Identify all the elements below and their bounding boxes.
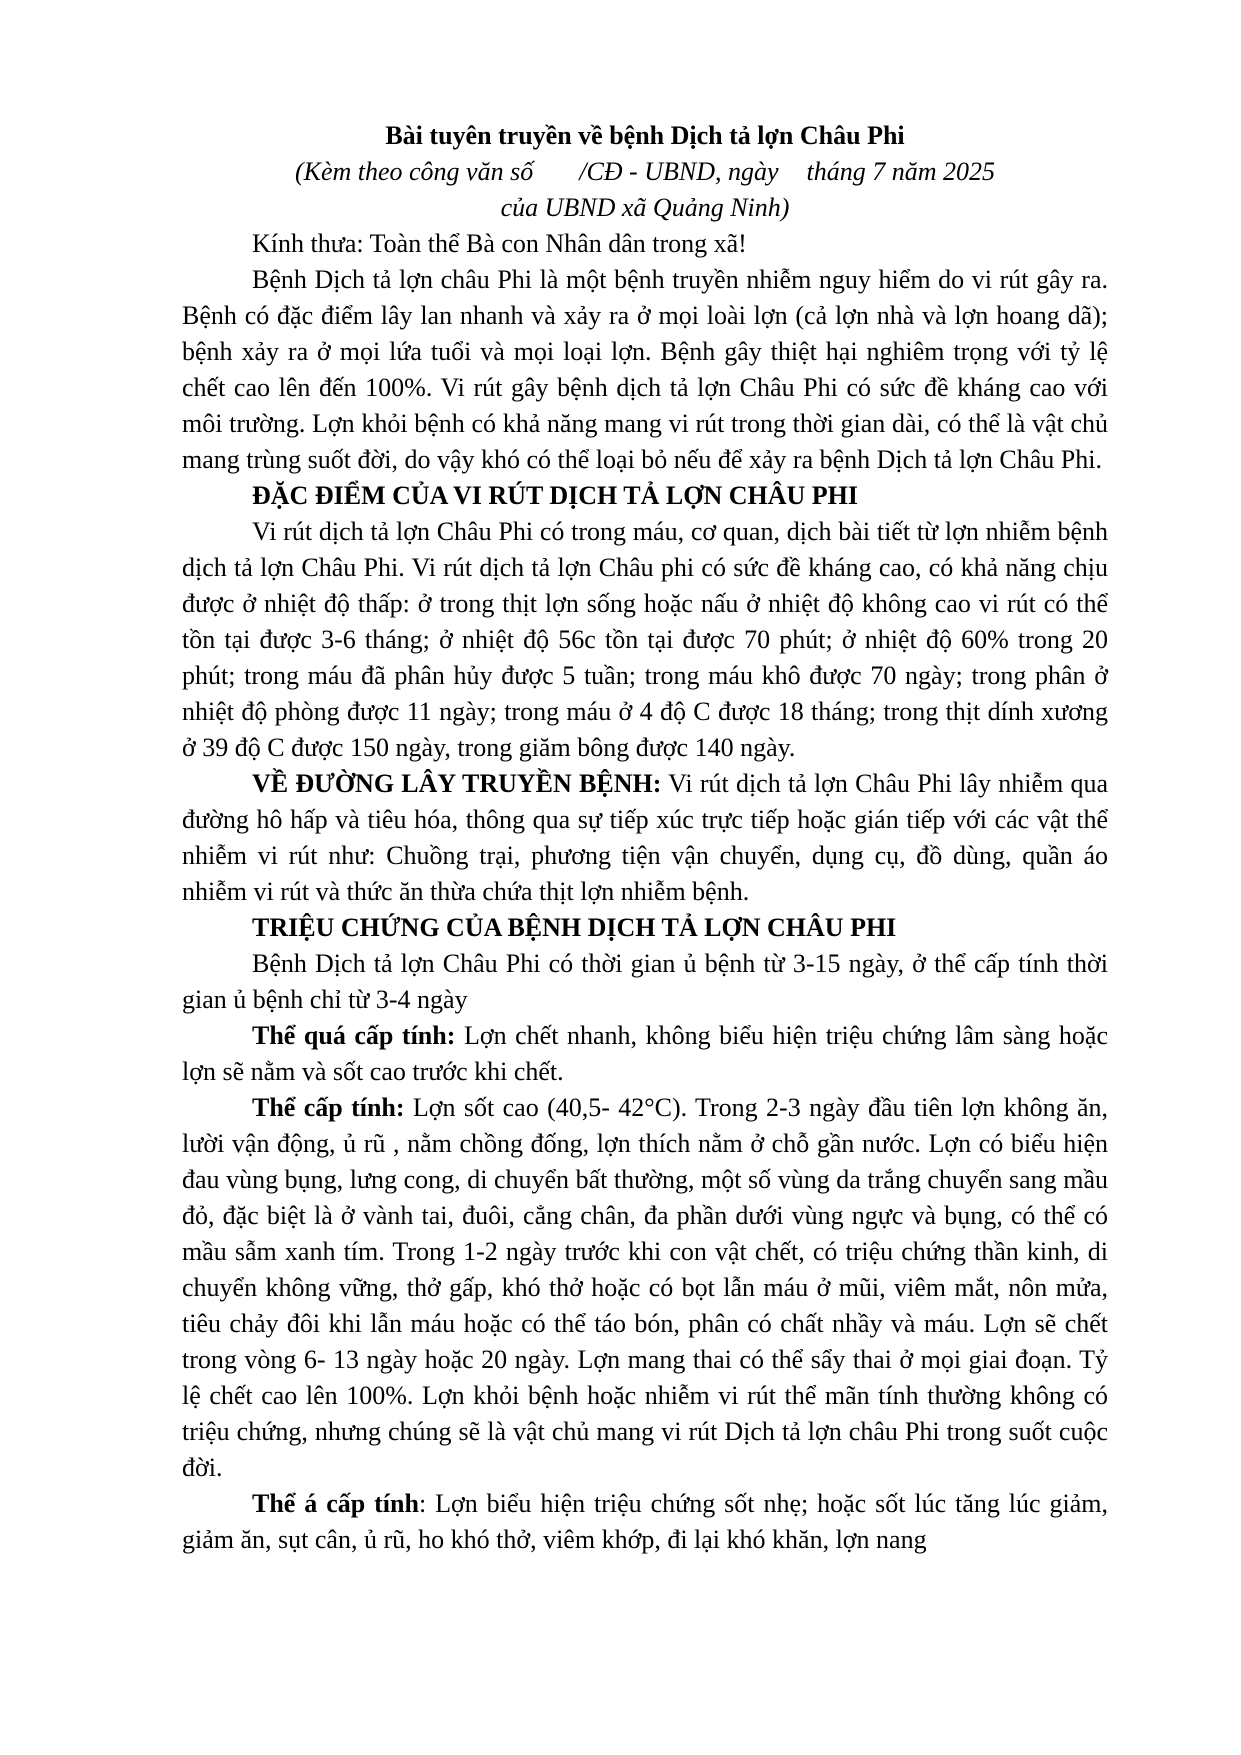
transmission-text: Vi rút dịch tả lợn Châu Phi lây nhiễm qua đường hô hấp và tiêu hóa, thông qua sự tiếp xúc trực tiếp hoặc gián tiếp với các vật thể nhiễm vi rút như: Chuồng trại, phương tiện vận chuyển, dụng cụ, đồ dùng, quần áo nhiễm vi rút và thức ăn thừa chứa thịt lợn nhiễm bệnh. (182, 769, 1108, 906)
acute-text: Lợn sốt cao (40,5- 42°C). Trong 2-3 ngày đầu tiên lợn không ăn, lười vận động, ủ rũ , nằm chồng đống, lợn thích nằm ở chỗ gần nước. Lợn có biểu hiện đau vùng bụng, lưng cong, di chuyển bất thường, một số vùng da trắng chuyển sang mầu đỏ, đặc biệt là ở vành tai, đuôi, cẳng chân, đa phần dưới vùng ngực và bụng, có thể có mầu sẫm xanh tím. Trong 1-2 ngày trước khi con vật chết, có triệu chứng thần kinh, di chuyển không vững, thở gấp, khó thở hoặc có bọt lẫn máu ở mũi, viêm mắt, nôn mửa, tiêu chảy đôi khi lẫn máu hoặc có thể táo bón, phân có chất nhầy và máu. Lợn sẽ chết trong vòng 6- 13 ngày hoặc 20 ngày. Lợn mang thai có thể sẩy thai ở mọi giai đoạn. Tỷ lệ chết cao lên 100%. Lợn khỏi bệnh hoặc nhiễm vi rút thể mãn tính thường không có triệu chứng, nhưng chúng sẽ là vật chủ mang vi rút Dịch tả lợn châu Phi trong suốt cuộc đời. (182, 1093, 1108, 1482)
acute-paragraph (182, 1090, 1108, 1486)
peracute-paragraph (182, 1018, 1108, 1090)
peracute-label: Thể quá cấp tính: (252, 1021, 456, 1050)
subtitle-part1: (Kèm theo công văn số (294, 157, 534, 186)
transmission-label: VỀ ĐƯỜNG LÂY TRUYỀN BỆNH: (252, 769, 662, 798)
subacute-paragraph (182, 1486, 1108, 1558)
document-body (182, 118, 1108, 1558)
greeting: Kính thưa: Toàn thể Bà con Nhân dân trong xã! (252, 229, 747, 258)
document-subtitle (182, 154, 1108, 190)
document-subtitle-line2: của UBND xã Quảng Ninh) (500, 193, 790, 222)
heading-symptoms: TRIỆU CHỨNG CỦA BỆNH DỊCH TẢ LỢN CHÂU PHI (252, 913, 897, 942)
subacute-label: Thể á cấp tính (252, 1489, 419, 1518)
document-title: Bài tuyên truyền về bệnh Dịch tả lợn Châu Phi (385, 121, 905, 150)
transmission-paragraph (182, 766, 1108, 910)
virus-paragraph: Vi rút dịch tả lợn Châu Phi có trong máu, cơ quan, dịch bài tiết từ lợn nhiễm bệnh dịch tả lợn Châu Phi. Vi rút dịch tả lợn Châu phi có sức đề kháng cao, có khả năng chịu được ở nhiệt độ thấp: ở trong thịt lợn sống hoặc nấu ở nhiệt độ không cao vi rút có thể tồn tại được 3-6 tháng; ở nhiệt độ 56c tồn tại được 70 phút; ở nhiệt độ 60% trong 20 phút; trong máu đã phân hủy được 5 tuần; trong máu khô được 70 ngày; trong phân ở nhiệt độ phòng được 11 ngày; trong máu ở 4 độ C được 18 tháng; trong thịt dính xương ở 39 độ C được 150 ngày, trong giăm bông được 140 ngày. (182, 517, 1108, 762)
subacute-text: : Lợn biểu hiện triệu chứng sốt nhẹ; hoặc sốt lúc tăng lúc giảm, giảm ăn, sụt cân, ủ rũ, ho khó thở, viêm khớp, đi lại khó khăn, lợn nang (182, 1489, 1108, 1554)
subtitle-part3: tháng 7 năm 2025 (806, 157, 996, 186)
intro-paragraph: Bệnh Dịch tả lợn châu Phi là một bệnh truyền nhiễm nguy hiểm do vi rút gây ra. Bệnh có đặc điểm lây lan nhanh và xảy ra ở mọi loài lợn (cả lợn nhà và lợn hoang dã); bệnh xảy ra ở mọi lứa tuổi và mọi loại lợn. Bệnh gây thiệt hại nghiêm trọng với tỷ lệ chết cao lên đến 100%. Vi rút gây bệnh dịch tả lợn Châu Phi có sức đề kháng cao với môi trường. Lợn khỏi bệnh có khả năng mang vi rút trong thời gian dài, có thể là vật chủ mang trùng suốt đời, do vậy khó có thể loại bỏ nếu để xảy ra bệnh Dịch tả lợn Châu Phi. (182, 265, 1108, 474)
heading-virus: ĐẶC ĐIỂM CỦA VI RÚT DỊCH TẢ LỢN CHÂU PHI (252, 481, 859, 510)
acute-label: Thể cấp tính: (252, 1093, 405, 1122)
peracute-text: Lợn chết nhanh, không biểu hiện triệu chứng lâm sàng hoặc lợn sẽ nằm và sốt cao trước khi chết. (182, 1021, 1108, 1086)
incubation-paragraph: Bệnh Dịch tả lợn Châu Phi có thời gian ủ bệnh từ 3-15 ngày, ở thể cấp tính thời gian ủ bệnh chỉ từ 3-4 ngày (182, 949, 1108, 1014)
subtitle-part2: /CĐ - UBND, ngày (579, 157, 779, 186)
